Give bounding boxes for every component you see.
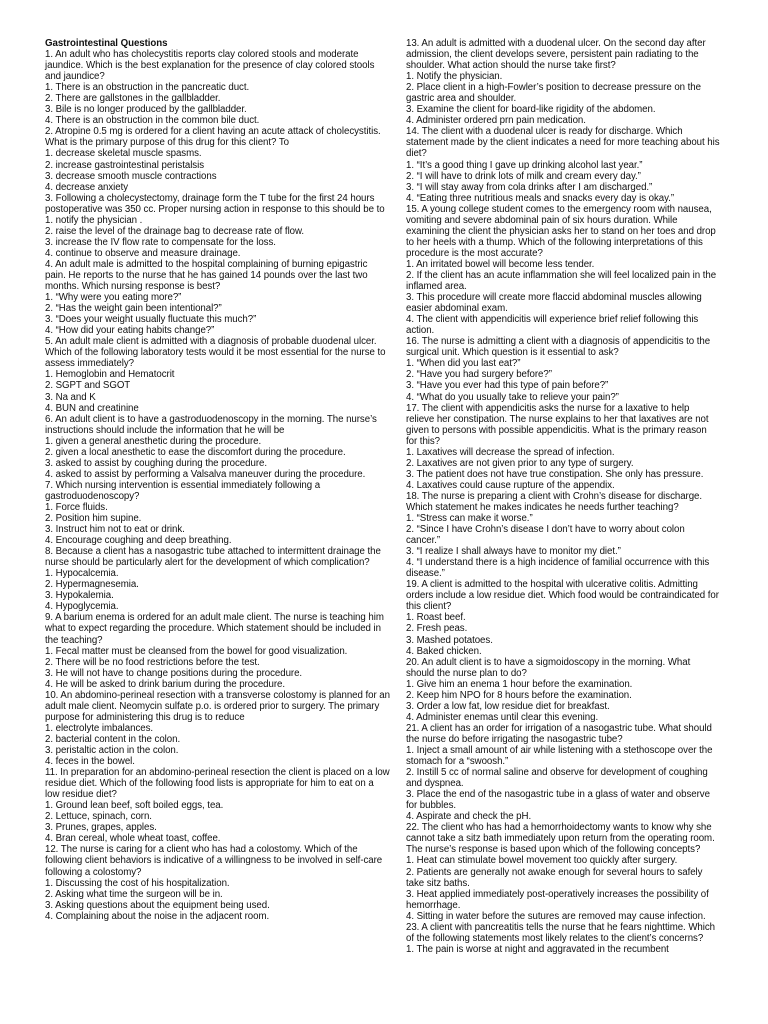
answer-option: 4. BUN and creatinine	[45, 402, 139, 414]
answer-option: 4. Sitting in water before the sutures are removed may cause infection.	[406, 910, 706, 922]
question-stem: 9. A barium enema is ordered for an adult male client. The nurse is teaching him what to expect regarding the procedure. Which statement should be included in the teaching?	[45, 612, 384, 646]
answer-option: 4. Bran cereal, whole wheat toast, coffee.	[45, 833, 221, 845]
answer-option: 2. Place client in a high-Fowler’s position to decrease pressure on the gastric area and shoulder.	[406, 82, 701, 105]
question-stem: 19. A client is admitted to the hospital with ulcerative colitis. Admitting orders include a low residue diet. Which food would be contraindicated for this client?	[406, 579, 719, 613]
answer-option: 4. Hypoglycemia.	[45, 601, 119, 613]
answer-option: 1. Force fluids.	[45, 501, 108, 513]
question-stem: 23. A client with pancreatitis tells the nurse that he fears nighttime. Which of the following statements most likely relates to the client’s concerns?	[406, 921, 716, 944]
answer-option: 3. “I realize I shall always have to monitor my diet.”	[406, 546, 621, 558]
answer-option: 3. Hypokalemia.	[45, 590, 114, 602]
answer-option: 1. The pain is worse at night and aggravated in the recumbent	[406, 943, 669, 955]
answer-option: 4. continue to observe and measure drainage.	[45, 247, 241, 259]
answer-option: 3. He will not have to change positions during the procedure.	[45, 667, 303, 679]
answer-option: 3. The patient does not have true constipation. She only has pressure.	[406, 468, 704, 480]
answer-option: 3. This procedure will create more flaccid abdominal muscles allowing easier abdominal exam.	[406, 292, 702, 315]
question-stem: 11. In preparation for an abdomino-perineal resection the client is placed on a low residue diet. Which of the following food lists is appropriate for him to eat on a low residue diet?	[45, 767, 390, 801]
answer-option: 4. There is an obstruction in the common bile duct.	[45, 115, 260, 127]
question-stem: 10. An abdomino-perineal resection with a transverse colostomy is planned for an adult male client. Neomycin sulfate p.o. is ordered prior to surgery. The primary purpose for administering this drug is to reduce	[45, 689, 390, 723]
answer-option: 4. feces in the bowel.	[45, 756, 135, 768]
answer-option: 1. electrolyte imbalances.	[45, 722, 154, 734]
answer-option: 2. “Have you had surgery before?”	[406, 369, 552, 381]
answer-option: 1. notify the physician .	[45, 214, 143, 226]
answer-option: 4. Laxatives could cause rupture of the appendix.	[406, 479, 615, 491]
answer-option: 2. “Since I have Crohn’s disease I don’t have to worry about colon cancer.”	[406, 524, 685, 547]
answer-option: 2. raise the level of the drainage bag to decrease rate of flow.	[45, 225, 305, 237]
answer-option: 4. asked to assist by performing a Valsalva maneuver during the procedure.	[45, 468, 366, 480]
answer-option: 1. Heat can stimulate bowel movement too quickly after surgery.	[406, 855, 678, 867]
answer-option: 3. asked to assist by coughing during the procedure.	[45, 457, 267, 469]
answer-option: 2. If the client has an acute inflammation she will feel localized pain in the inflamed area.	[406, 269, 717, 293]
answer-option: 3. “Have you ever had this type of pain before?”	[406, 380, 609, 392]
answer-option: 3. Mashed potatoes.	[406, 634, 493, 646]
answer-option: 2. Asking what time the surgeon will be in.	[45, 888, 223, 900]
answer-option: 2. Laxatives are not given prior to any type of surgery.	[406, 457, 634, 469]
answer-option: 4. Administer enemas until clear this evening.	[406, 711, 599, 723]
question-stem: 5. An adult male client is admitted with a diagnosis of probable duodenal ulcer. Which of the following laboratory tests would it be most essential for the nurse to assess immediately?	[45, 336, 386, 370]
answer-option: 4. decrease anxiety	[45, 181, 129, 193]
answer-option: 4. Administer ordered prn pain medication.	[406, 115, 586, 127]
answer-option: 1. Hemoglobin and Hematocrit	[45, 369, 175, 381]
answer-option: 3. Examine the client for board-like rigidity of the abdomen.	[406, 104, 656, 116]
answer-option: 2. given a local anesthetic to ease the discomfort during the procedure.	[45, 446, 346, 458]
answer-option: 3. Order a low fat, low residue diet for breakfast.	[406, 700, 610, 712]
answer-option: 3. decrease smooth muscle contractions	[45, 170, 217, 182]
answer-option: 1. “It’s a good thing I gave up drinking alcohol last year.”	[406, 159, 643, 171]
question-stem: 8. Because a client has a nasogastric tube attached to intermittent drainage the nurse should be particularly alert for the development of which complication?	[45, 546, 381, 569]
document-title: Gastrointestinal Questions	[45, 38, 168, 49]
question-stem: 15. A young college student comes to the emergency room with nausea, vomiting and severe abdominal pain of six hours duration. While examining the client the physician asks her to stand on her toes and drop to her heels with a thump. Which of the following interpretations of this procedure is the most accurate?	[406, 203, 716, 259]
answer-option: 2. There are gallstones in the gallbladder.	[45, 93, 221, 105]
answer-option: 2. Keep him NPO for 8 hours before the examination.	[406, 689, 632, 701]
answer-option: 2. Instill 5 cc of normal saline and observe for development of coughing and dyspnea.	[406, 767, 708, 790]
answer-option: 2. Position him supine.	[45, 513, 142, 525]
question-stem: 22. The client who has had a hemorrhoidectomy wants to know why she cannot take a sitz bath immediately upon return from the operating room. The nurse’s response is based upon which of the following concepts?	[406, 822, 715, 856]
answer-option: 4. Baked chicken.	[406, 645, 482, 657]
answer-option: 4. Complaining about the noise in the adjacent room.	[45, 910, 270, 922]
answer-option: 3. Heat applied immediately post-operatively increases the possibility of hemorrhage.	[406, 888, 709, 911]
answer-option: 1. Fecal matter must be cleansed from the bowel for good visualization.	[45, 645, 348, 657]
answer-option: 1. decrease skeletal muscle spasms.	[45, 148, 202, 160]
answer-option: 2. SGPT and SGOT	[45, 380, 131, 392]
answer-option: 2. Patients are generally not awake enough for several hours to safely take sitz baths.	[406, 866, 703, 889]
left-column	[45, 38, 390, 922]
answer-option: 3. “I will stay away from cola drinks after I am discharged.”	[406, 181, 653, 193]
answer-option: 4. “What do you usually take to relieve your pain?”	[406, 391, 619, 403]
question-stem: 4. An adult male is admitted to the hospital complaining of burning epigastric pain. He reports to the nurse that he has gained 14 pounds over the last two months. Which nursing response is best?	[45, 258, 368, 293]
answer-option: 3. Instruct him not to eat or drink.	[45, 524, 185, 536]
answer-option: 2. increase gastrointestinal peristalsis	[45, 159, 204, 171]
answer-option: 1. Ground lean beef, soft boiled eggs, tea.	[45, 800, 224, 812]
answer-option: 1. There is an obstruction in the pancreatic duct.	[45, 82, 250, 94]
answer-option: 1. Give him an enema 1 hour before the examination.	[406, 678, 633, 690]
answer-option: 3. Prunes, grapes, apples.	[45, 822, 157, 834]
question-stem: 1. An adult who has cholecystitis reports clay colored stools and moderate jaundice. Which is the best explanation for the presence of clay colored stools and jaundice?	[45, 49, 375, 83]
question-stem: 20. An adult client is to have a sigmoidoscopy in the morning. What should the nurse plan to do?	[406, 656, 691, 679]
question-stem: 13. An adult is admitted with a duodenal ulcer. On the second day after admission, the client develops severe, persistent pain radiating to the shoulder. What action should the nurse take first?	[406, 38, 706, 72]
answer-option: 1. Roast beef.	[406, 612, 466, 624]
answer-option: 4. “Eating three nutritious meals and snacks every day is okay.”	[406, 192, 674, 204]
answer-option: 3. Na and K	[45, 391, 96, 403]
question-stem: 6. An adult client is to have a gastroduodenoscopy in the morning. The nurse’s instructions should include the information that he will be	[45, 413, 377, 436]
answer-option: 1. Discussing the cost of his hospitalization.	[45, 877, 230, 889]
question-stem: 7. Which nursing intervention is essential immediately following a gastroduodenoscopy?	[45, 479, 321, 502]
answer-option: 4. The client with appendicitis will experience brief relief following this action.	[406, 314, 699, 337]
question-stem: 18. The nurse is preparing a client with Crohn’s disease for discharge. Which statement he makes indicates he needs further teaching?	[406, 490, 703, 513]
answer-option: 3. Place the end of the nasogastric tube in a glass of water and observe for bubbles.	[406, 789, 710, 812]
answer-option: 4. He will be asked to drink barium during the procedure.	[45, 678, 286, 690]
answer-option: 1. Inject a small amount of air while listening with a stethoscope over the stomach for a “swoosh.”	[406, 745, 713, 768]
answer-option: 4. Aspirate and check the pH.	[406, 811, 532, 823]
answer-option: 2. Fresh peas.	[406, 623, 468, 635]
answer-option: 1. given a general anesthetic during the procedure.	[45, 435, 262, 447]
right-column	[406, 38, 720, 955]
answer-option: 4. Encourage coughing and deep breathing.	[45, 535, 232, 547]
answer-option: 1. Notify the physician.	[406, 71, 503, 83]
question-stem: 12. The nurse is caring for a client who has had a colostomy. Which of the following client behaviors is indicative of a willingness to be involved in self-care following a colostomy?	[45, 844, 383, 878]
answer-option: 2. Hypermagnesemia.	[45, 579, 139, 591]
question-stem: 3. Following a cholecystectomy, drainage form the T tube for the first 24 hours postoperative was 350 cc. Proper nursing action in response to this should be to	[45, 192, 385, 215]
answer-option: 1. Laxatives will decrease the spread of infection.	[406, 446, 615, 458]
answer-option: 3. “Does your weight usually fluctuate this much?”	[45, 314, 257, 326]
answer-option: 3. peristaltic action in the colon.	[45, 745, 179, 756]
answer-option: 3. Bile is no longer produced by the gallbladder.	[45, 104, 247, 116]
answer-option: 1. “Why were you eating more?”	[45, 292, 182, 304]
answer-option: 4. “How did your eating habits change?”	[45, 325, 215, 337]
answer-option: 2. bacterial content in the colon.	[45, 733, 181, 745]
left-question-list	[45, 49, 390, 922]
answer-option: 2. There will be no food restrictions before the test.	[45, 656, 260, 668]
right-question-list	[406, 38, 720, 955]
answer-option: 1. Hypocalcemia.	[45, 568, 119, 580]
answer-option: 2. “I will have to drink lots of milk and cream every day.”	[406, 170, 641, 182]
question-stem: 2. Atropine 0.5 mg is ordered for a client having an acute attack of cholecystitis. What is the primary purpose of this drug for this client? To	[45, 126, 381, 149]
answer-option: 1. An irritated bowel will become less tender.	[406, 258, 595, 270]
answer-option: 4. “I understand there is a high incidence of familial occurrence with this disease.”	[406, 557, 710, 580]
answer-option: 2. “Has the weight gain been intentional?”	[45, 303, 222, 315]
answer-option: 3. Asking questions about the equipment being used.	[45, 899, 270, 911]
question-stem: 16. The nurse is admitting a client with a diagnosis of appendicitis to the surgical unit. Which question is it essential to ask?	[406, 336, 711, 359]
question-stem: 17. The client with appendicitis asks the nurse for a laxative to help relieve her constipation. The nurse explains to her that laxatives are not given to persons with possible appendicitis. What is the primary reason for this?	[406, 402, 709, 447]
question-stem: 21. A client has an order for irrigation of a nasogastric tube. What should the nurse do before irrigating the nasogastric tube?	[406, 722, 712, 745]
answer-option: 2. Lettuce, spinach, corn.	[45, 811, 152, 823]
answer-option: 3. increase the IV flow rate to compensate for the loss.	[45, 236, 276, 248]
answer-option: 1. “Stress can make it worse.”	[406, 513, 533, 525]
question-stem: 14. The client with a duodenal ulcer is ready for discharge. Which statement made by the client indicates a need for more teaching about his diet?	[406, 126, 720, 160]
answer-option: 1. “When did you last eat?”	[406, 358, 521, 370]
